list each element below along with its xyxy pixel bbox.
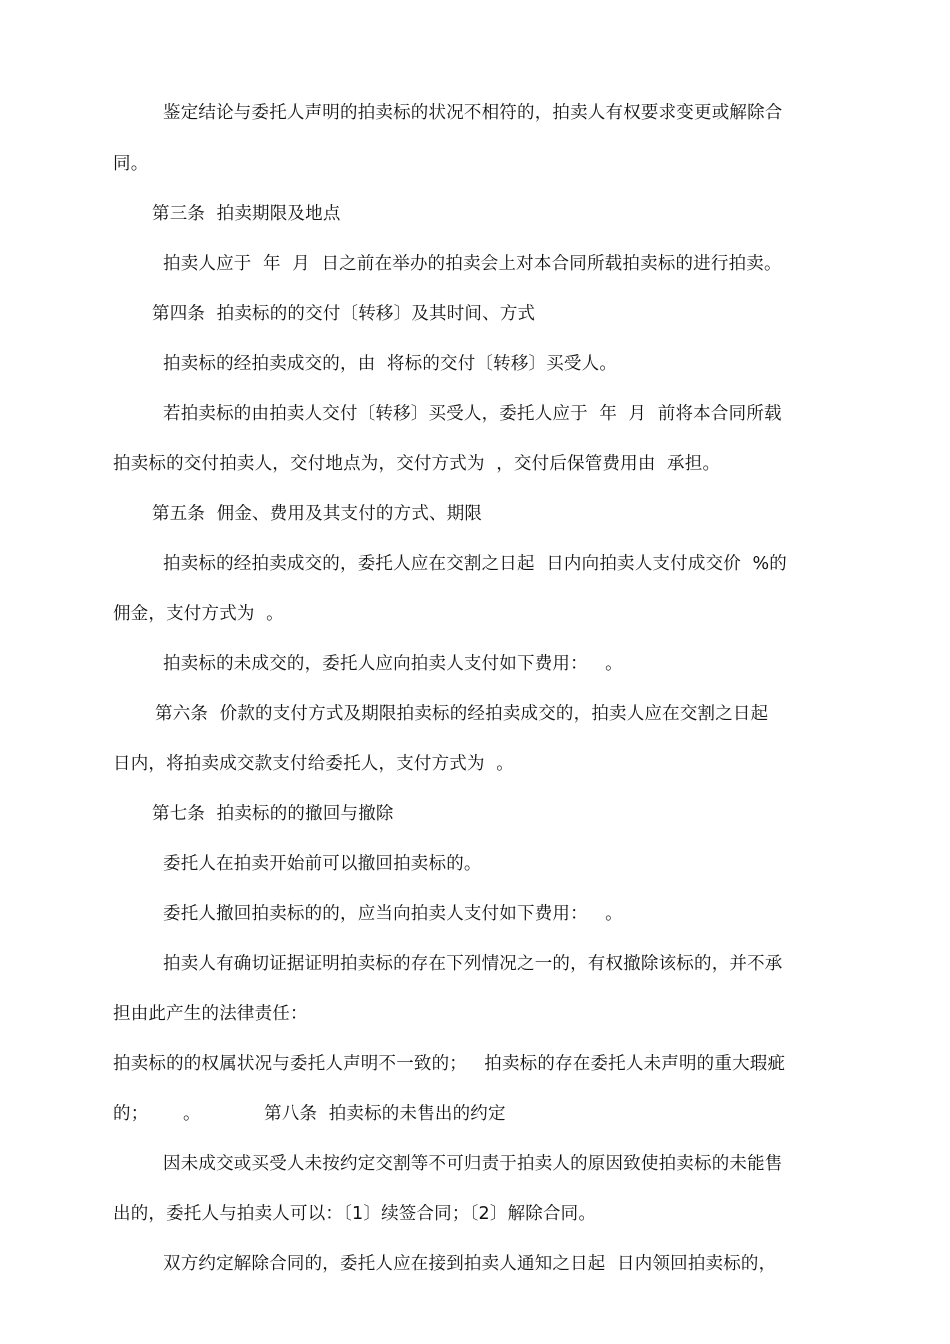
body-text-line: 双方约定解除合同的，委托人应在接到拍卖人通知之日起 日内领回拍卖标的， xyxy=(163,1254,777,1274)
body-text-line: 佣金，支付方式为 。 xyxy=(113,604,284,624)
body-text-line: 委托人撤回拍卖标的的，应当向拍卖人支付如下费用： 。 xyxy=(163,904,623,924)
article-heading: 第四条 拍卖标的的交付〔转移〕及其时间、方式 xyxy=(152,304,536,324)
body-text-line: 拍卖标的经拍卖成交的，由 将标的交付〔转移〕买受人。 xyxy=(163,354,618,374)
body-text-line: 的； 。 第八条 拍卖标的未售出的约定 xyxy=(113,1104,506,1124)
body-text-line: 拍卖标的的权属状况与委托人声明不一致的； 拍卖标的存在委托人未声明的重大瑕疵 xyxy=(113,1054,786,1074)
body-text-line: 拍卖人有确切证据证明拍卖标的存在下列情况之一的，有权撤除该标的，并不承 xyxy=(163,954,783,974)
body-text-line: 鉴定结论与委托人声明的拍卖标的状况不相符的，拍卖人有权要求变更或解除合 xyxy=(163,103,783,123)
article-heading: 第三条 拍卖期限及地点 xyxy=(152,204,341,224)
body-text-line: 拍卖人应于 年 月 日之前在举办的拍卖会上对本合同所载拍卖标的进行拍卖。 xyxy=(163,254,782,274)
article-heading: 第六条 价款的支付方式及期限拍卖标的经拍卖成交的，拍卖人应在交割之日起 xyxy=(155,704,769,724)
body-text-line: 若拍卖标的由拍卖人交付〔转移〕买受人，委托人应于 年 月 前将本合同所载 xyxy=(163,404,782,424)
body-text-line: 担由此产生的法律责任： xyxy=(113,1004,308,1024)
body-text-line: 出的，委托人与拍卖人可以：〔1〕续签合同；〔2〕解除合同。 xyxy=(113,1204,597,1224)
article-heading: 第七条 拍卖标的的撤回与撤除 xyxy=(152,804,394,824)
body-text-line: 因未成交或买受人未按约定交割等不可归责于拍卖人的原因致使拍卖标的未能售 xyxy=(163,1154,783,1174)
body-text-line: 拍卖标的经拍卖成交的，委托人应在交割之日起 日内向拍卖人支付成交价 %的 xyxy=(163,554,787,574)
body-text-line: 拍卖标的未成交的，委托人应向拍卖人支付如下费用： 。 xyxy=(163,654,623,674)
body-text-line: 委托人在拍卖开始前可以撤回拍卖标的。 xyxy=(163,854,482,874)
body-text-line: 拍卖标的交付拍卖人，交付地点为，交付方式为 ，交付后保管费用由 承担。 xyxy=(113,454,721,474)
article-heading: 第五条 佣金、费用及其支付的方式、期限 xyxy=(152,504,483,524)
body-text-line: 同。 xyxy=(113,154,149,174)
body-text-line: 日内，将拍卖成交款支付给委托人，支付方式为 。 xyxy=(113,754,514,774)
